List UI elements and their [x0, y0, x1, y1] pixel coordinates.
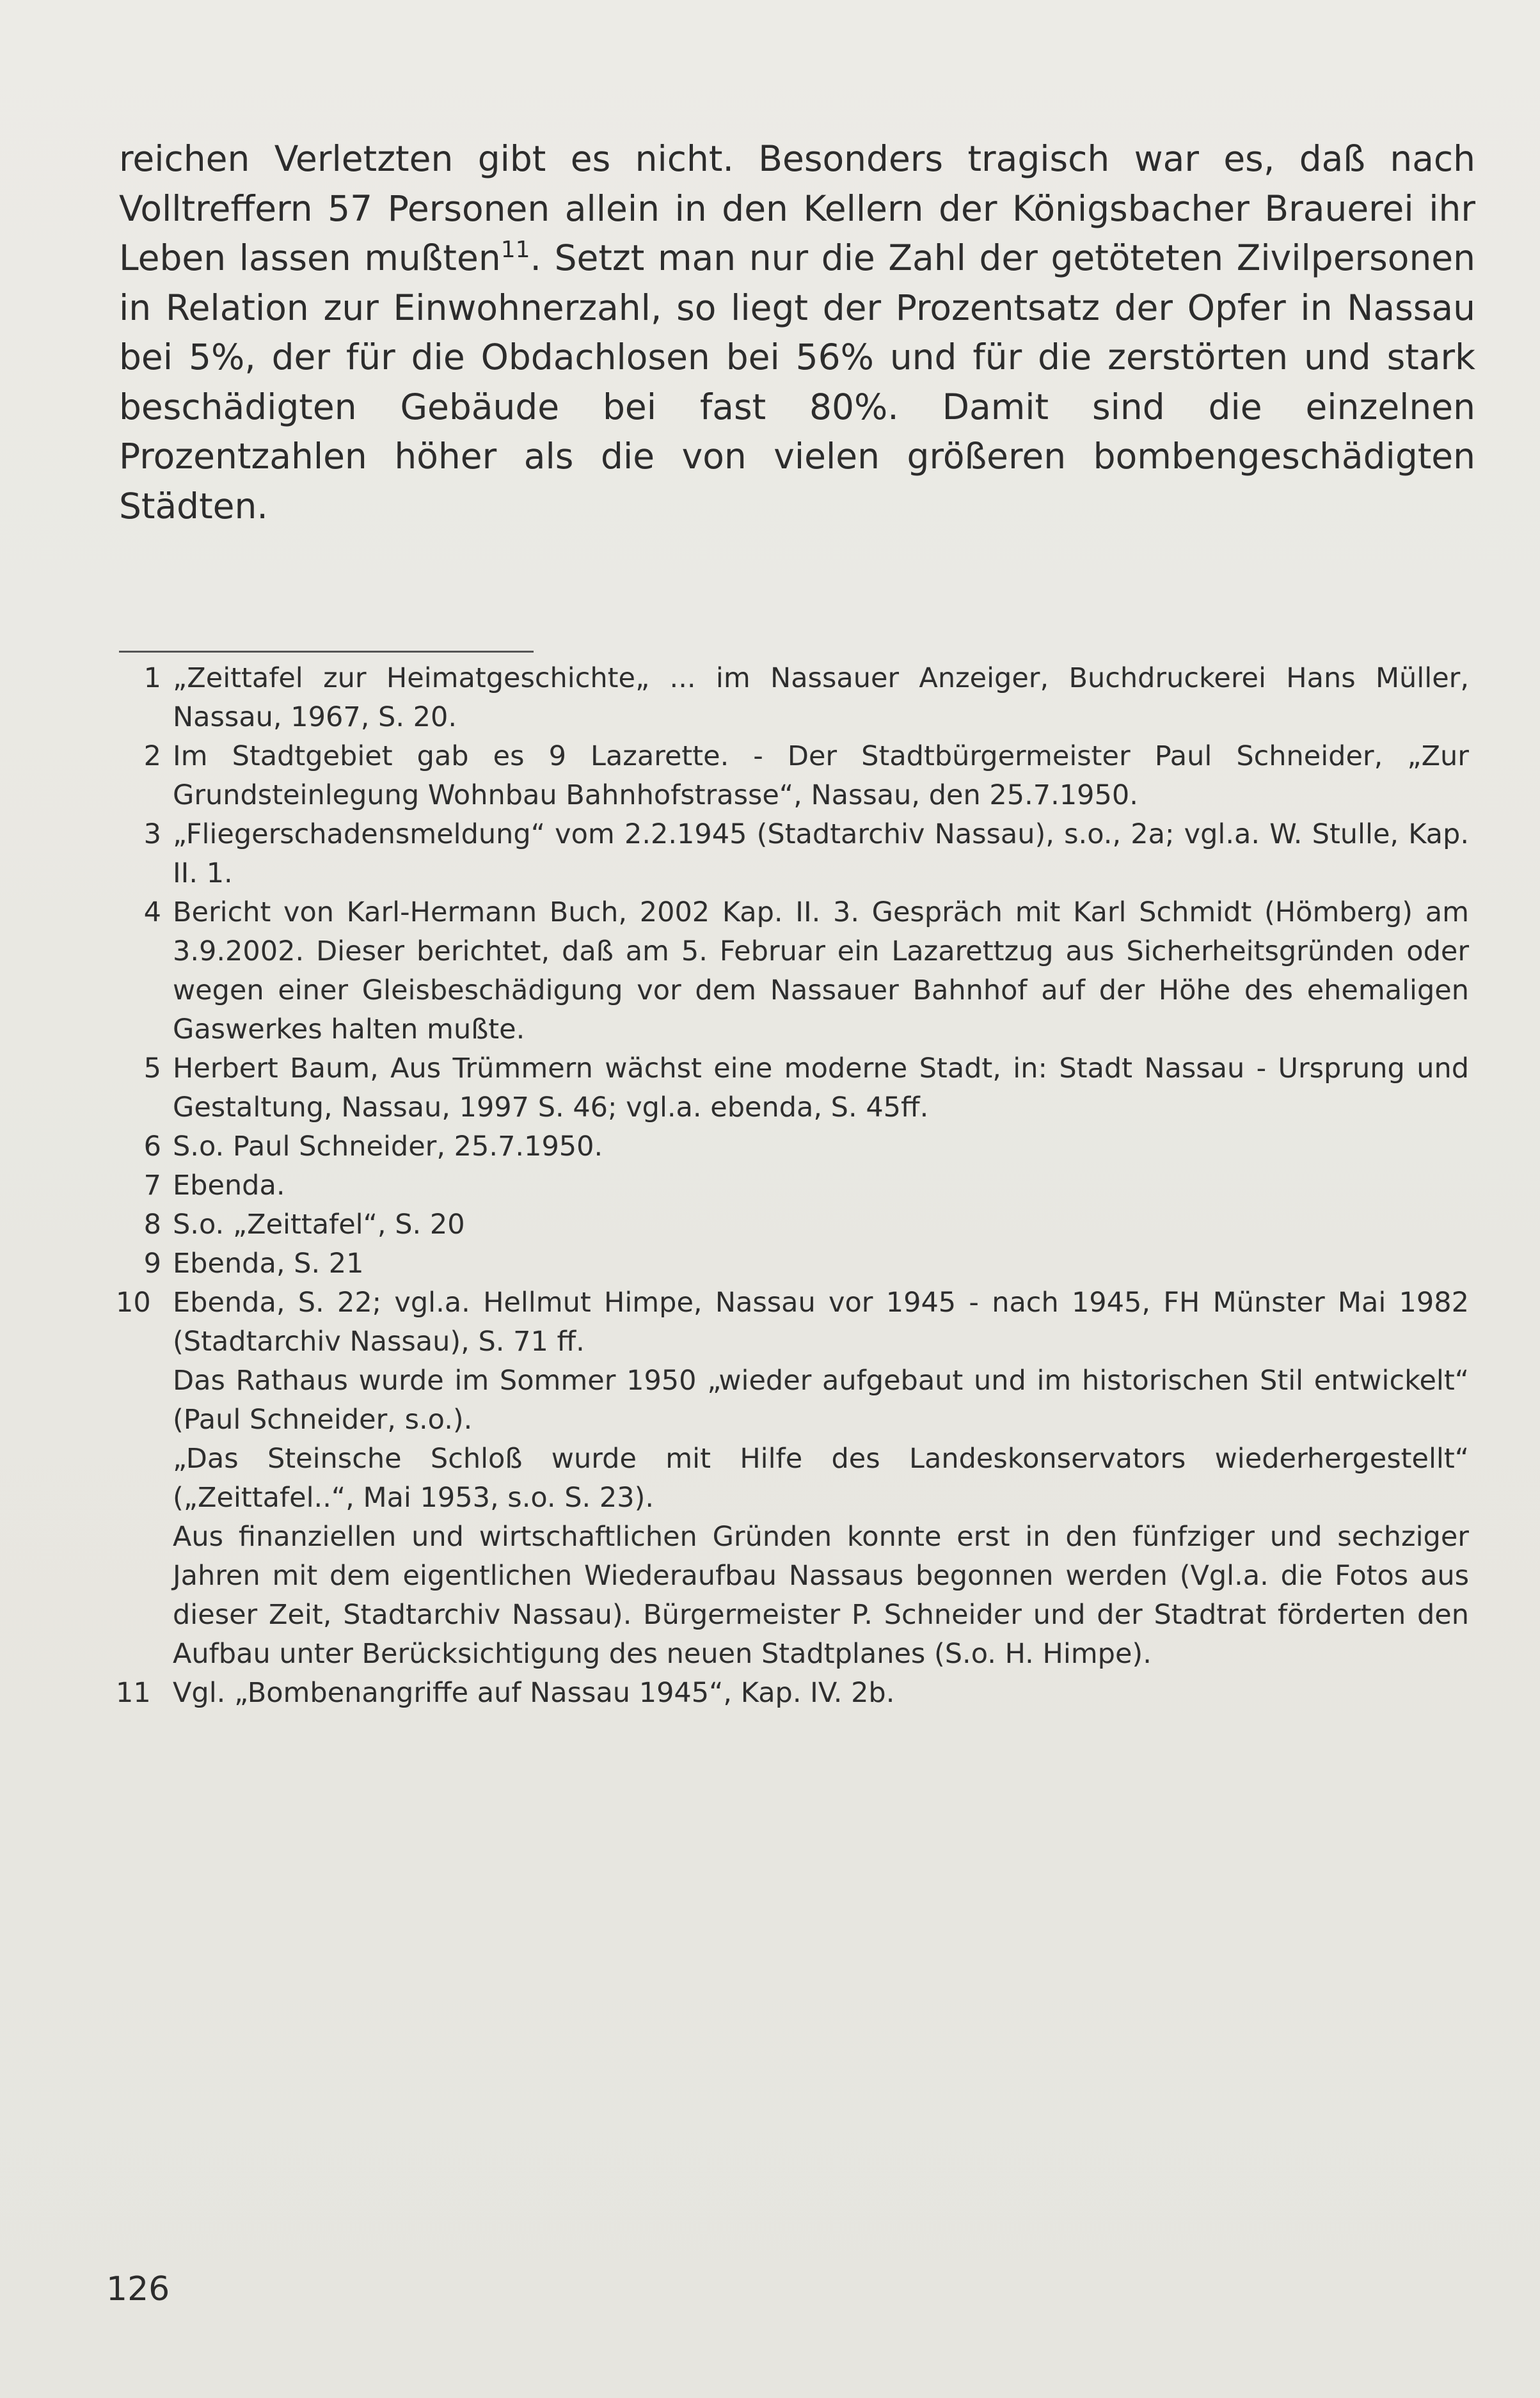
footnote-text: Aus finanziellen und wirtschaftlichen Gründen konnte erst in den fünfziger und sechziger Jahren mit dem eigentlichen Wiederaufbau Nassaus begonnen werden (Vgl.a. die Fotos aus dieser Zeit, Stadtarchiv Nassau). Bürgermeister P. Schneider und der Stadtrat förderten den Aufbau unter Berücksichtigung des neuen Stadtplanes (S.o. H. Himpe).: [173, 1521, 1469, 1670]
footnote-text: „Zeittafel zur Heimatgeschichte„ ... im Nassauer Anzeiger, Buchdruckerei Hans Müller, Nassau, 1967, S. 20.: [173, 662, 1469, 733]
footnote-number: 4: [143, 896, 161, 928]
footnote: [119, 1244, 1469, 1283]
footnote-number: 10: [116, 1287, 151, 1319]
footnote-list: [116, 659, 1469, 1713]
footnote: [119, 737, 1469, 815]
footnote-number: 9: [143, 1248, 161, 1280]
footnote: [119, 815, 1469, 893]
body-paragraph: [119, 134, 1475, 531]
page-number: 126: [106, 2270, 170, 2308]
footnote-number: 8: [143, 1209, 161, 1241]
footnote-text: Bericht von Karl-Hermann Buch, 2002 Kap. II. 3. Gespräch mit Karl Schmidt (Hömberg) am 3.9.2002. Dieser berichtet, daß am 5. Februar ein Lazarettzug aus Sicherheitsgründen oder wegen einer Gleisbeschädigung vor dem Nassauer Bahnhof auf der Höhe des ehemaligen Gaswerkes halten mußte.: [173, 896, 1469, 1045]
footnote: [116, 1283, 1469, 1674]
footnote-number: 7: [143, 1170, 161, 1202]
footnote-text: Herbert Baum, Aus Trümmern wächst eine moderne Stadt, in: Stadt Nassau - Ursprung und Gestaltung, Nassau, 1997 S. 46; vgl.a. ebenda, S. 45ff.: [173, 1052, 1469, 1124]
footnote: [119, 1049, 1469, 1127]
footnote-number: 1: [143, 662, 161, 694]
footnote-text: Das Rathaus wurde im Sommer 1950 „wieder aufgebaut und im historischen Stil entwickelt“ (Paul Schneider, s.o.).: [173, 1365, 1469, 1436]
footnote-reference: 11: [500, 237, 530, 264]
footnote-separator-rule: [119, 651, 534, 653]
footnote-text: Ebenda.: [173, 1170, 285, 1202]
footnote-text: Im Stadtgebiet gab es 9 Lazarette. - Der Stadtbürgermeister Paul Schneider, „Zur Grundsteinlegung Wohnbau Bahnhofstrasse“, Nassau, den 25.7.1950.: [173, 740, 1469, 811]
footnote-text: S.o. „Zeittafel“, S. 20: [173, 1209, 465, 1241]
footnote-number: 2: [143, 740, 161, 772]
footnote-text: „Das Steinsche Schloß wurde mit Hilfe des Landeskonservators wiederhergestellt“ („Zeittafel..“, Mai 1953, s.o. S. 23).: [173, 1443, 1469, 1514]
footnote-number: 6: [143, 1131, 161, 1163]
footnote-number: 11: [116, 1677, 151, 1709]
footnote-text: „Fliegerschadensmeldung“ vom 2.2.1945 (Stadtarchiv Nassau), s.o., 2a; vgl.a. W. Stulle, Kap. II. 1.: [173, 818, 1469, 889]
footnote-text: Vgl. „Bombenangriffe auf Nassau 1945“, Kap. IV. 2b.: [173, 1677, 895, 1709]
footnote: [116, 1674, 1469, 1713]
footnote: [119, 1166, 1469, 1205]
footnote-text: Ebenda, S. 22; vgl.a. Hellmut Himpe, Nassau vor 1945 - nach 1945, FH Münster Mai 1982 (Stadtarchiv Nassau), S. 71 ff.: [173, 1287, 1469, 1358]
footnote: [119, 1205, 1469, 1244]
footnote-text: Ebenda, S. 21: [173, 1248, 364, 1280]
body-text-part-2: . Setzt man nur die Zahl der getöteten Zivilpersonen in Relation zur Einwohnerzahl, so liegt der Prozentsatz der Opfer in Nassau bei 5%, der für die Obdachlosen bei 56% und für die zerstörten und stark beschädigten Gebäude bei fast 80%. Damit sind die einzelnen Prozentzahlen höher als die von vielen größeren bombengeschädigten Städten.: [119, 237, 1476, 527]
footnote: [119, 1127, 1469, 1166]
footnote: [119, 659, 1469, 737]
body-text-part-1: reichen Verletzten gibt es nicht. Besonders tragisch war es, daß nach Volltreffern 57 Personen allein in den Kellern der Königsbacher Brauerei ihr Leben lassen mußten: [119, 138, 1475, 278]
footnote-text: S.o. Paul Schneider, 25.7.1950.: [173, 1131, 603, 1163]
footnote: [119, 893, 1469, 1049]
footnote-number: 3: [143, 818, 161, 850]
footnote-number: 5: [143, 1052, 161, 1084]
